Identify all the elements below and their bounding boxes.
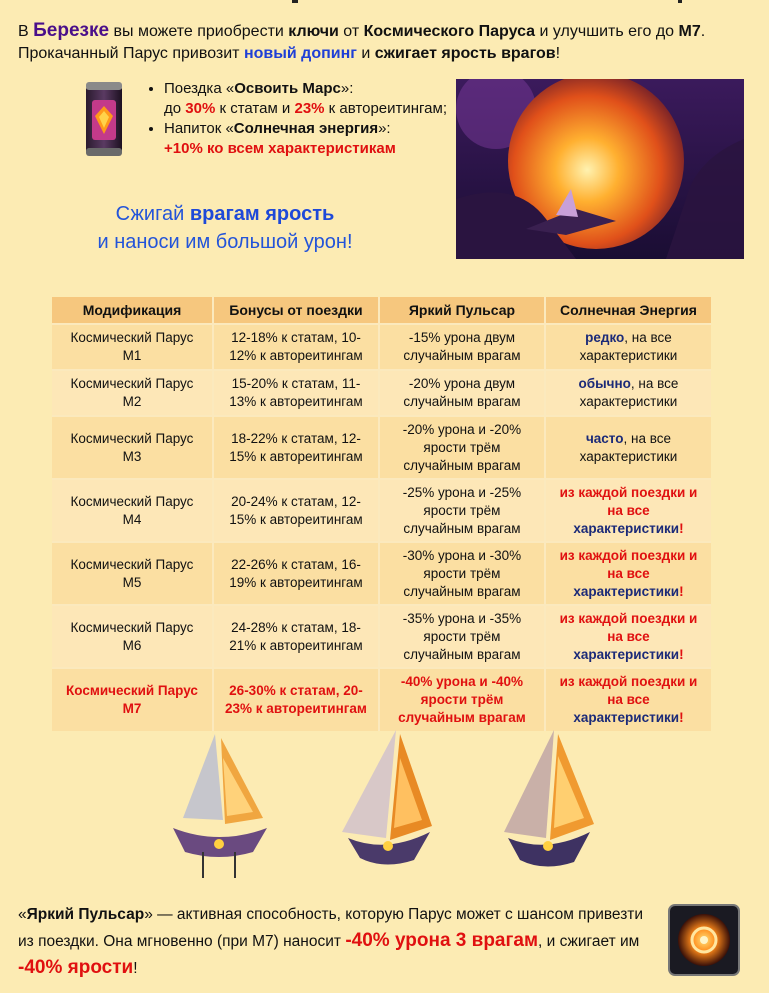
intro-text: В Березке вы можете приобрести ключи от Космического Паруса и улучшить его до М7. Прокачанный Парус привозит новый допинг и сжигает ярость врагов! bbox=[18, 20, 706, 62]
table-row-highlight: Космический Парус М7 26-30% к статам, 20-23% к автореитингам -40% урона и -40% ярости трём случайным врагам из каждой поездки и на все характеристики! bbox=[52, 668, 711, 731]
energy-drink-can-icon bbox=[80, 78, 128, 160]
feature-list bbox=[146, 79, 464, 159]
list-item: • Напиток «Солнечная энергия»: +10% ко всем характеристикам bbox=[164, 119, 464, 159]
pulsar-ability-icon bbox=[668, 904, 740, 976]
table-row: Космический Парус М1 12-18% к статам, 10-12% к автореитингам -15% урона двум случайным врагам редко, на все характеристики bbox=[52, 324, 711, 370]
sail-ship-image bbox=[496, 728, 598, 878]
table-row: Космический Парус М4 20-24% к статам, 12-15% к автореитингам -25% урона и -25% ярости трём случайным врагам из каждой поездки и на все характеристики! bbox=[52, 479, 711, 542]
hero-space-image bbox=[456, 79, 744, 259]
brand-link[interactable]: Березке bbox=[33, 20, 110, 41]
top-cropped-strip bbox=[0, 0, 769, 6]
table-row: Космический Парус М3 18-22% к статам, 12-15% к автореитингам -20% урона и -20% ярости трём случайным врагам часто, на все характеристики bbox=[52, 416, 711, 479]
slogan: Сжигай врагам ярость и наноси им большой урон! bbox=[97, 203, 353, 253]
column-header: Бонусы от поездки bbox=[213, 297, 379, 324]
column-header: Модификация bbox=[52, 297, 213, 324]
table-row: Космический Парус М6 24-28% к статам, 18-21% к автореитингам -35% урона и -35% ярости трём случайным врагам из каждой поездки и на все характеристики! bbox=[52, 605, 711, 668]
table-row: Космический Парус М2 15-20% к статам, 11-13% к автореитингам -20% урона двум случайным врагам обычно, на все характеристики bbox=[52, 370, 711, 416]
table-row: Космический Парус М5 22-26% к статам, 16-19% к автореитингам -30% урона и -30% ярости трём случайным врагам из каждой поездки и на все характеристики! bbox=[52, 542, 711, 605]
column-header: Солнечная Энергия bbox=[545, 297, 711, 324]
sail-ship-image bbox=[163, 728, 275, 886]
list-item: • Поездка «Освоить Марс»: до 30% к статам и 23% к автореитингам; bbox=[164, 79, 464, 119]
modification-table bbox=[52, 297, 711, 731]
column-header: Яркий Пульсар bbox=[379, 297, 545, 324]
sail-ship-image bbox=[334, 728, 438, 878]
pulsar-description: «Яркий Пульсар» — активная способность, которую Парус может с шансом привезти из поездки. Она мгновенно (при М7) наносит -40% урона 3 врагам, и сжигает им -40% ярости! bbox=[18, 906, 644, 978]
